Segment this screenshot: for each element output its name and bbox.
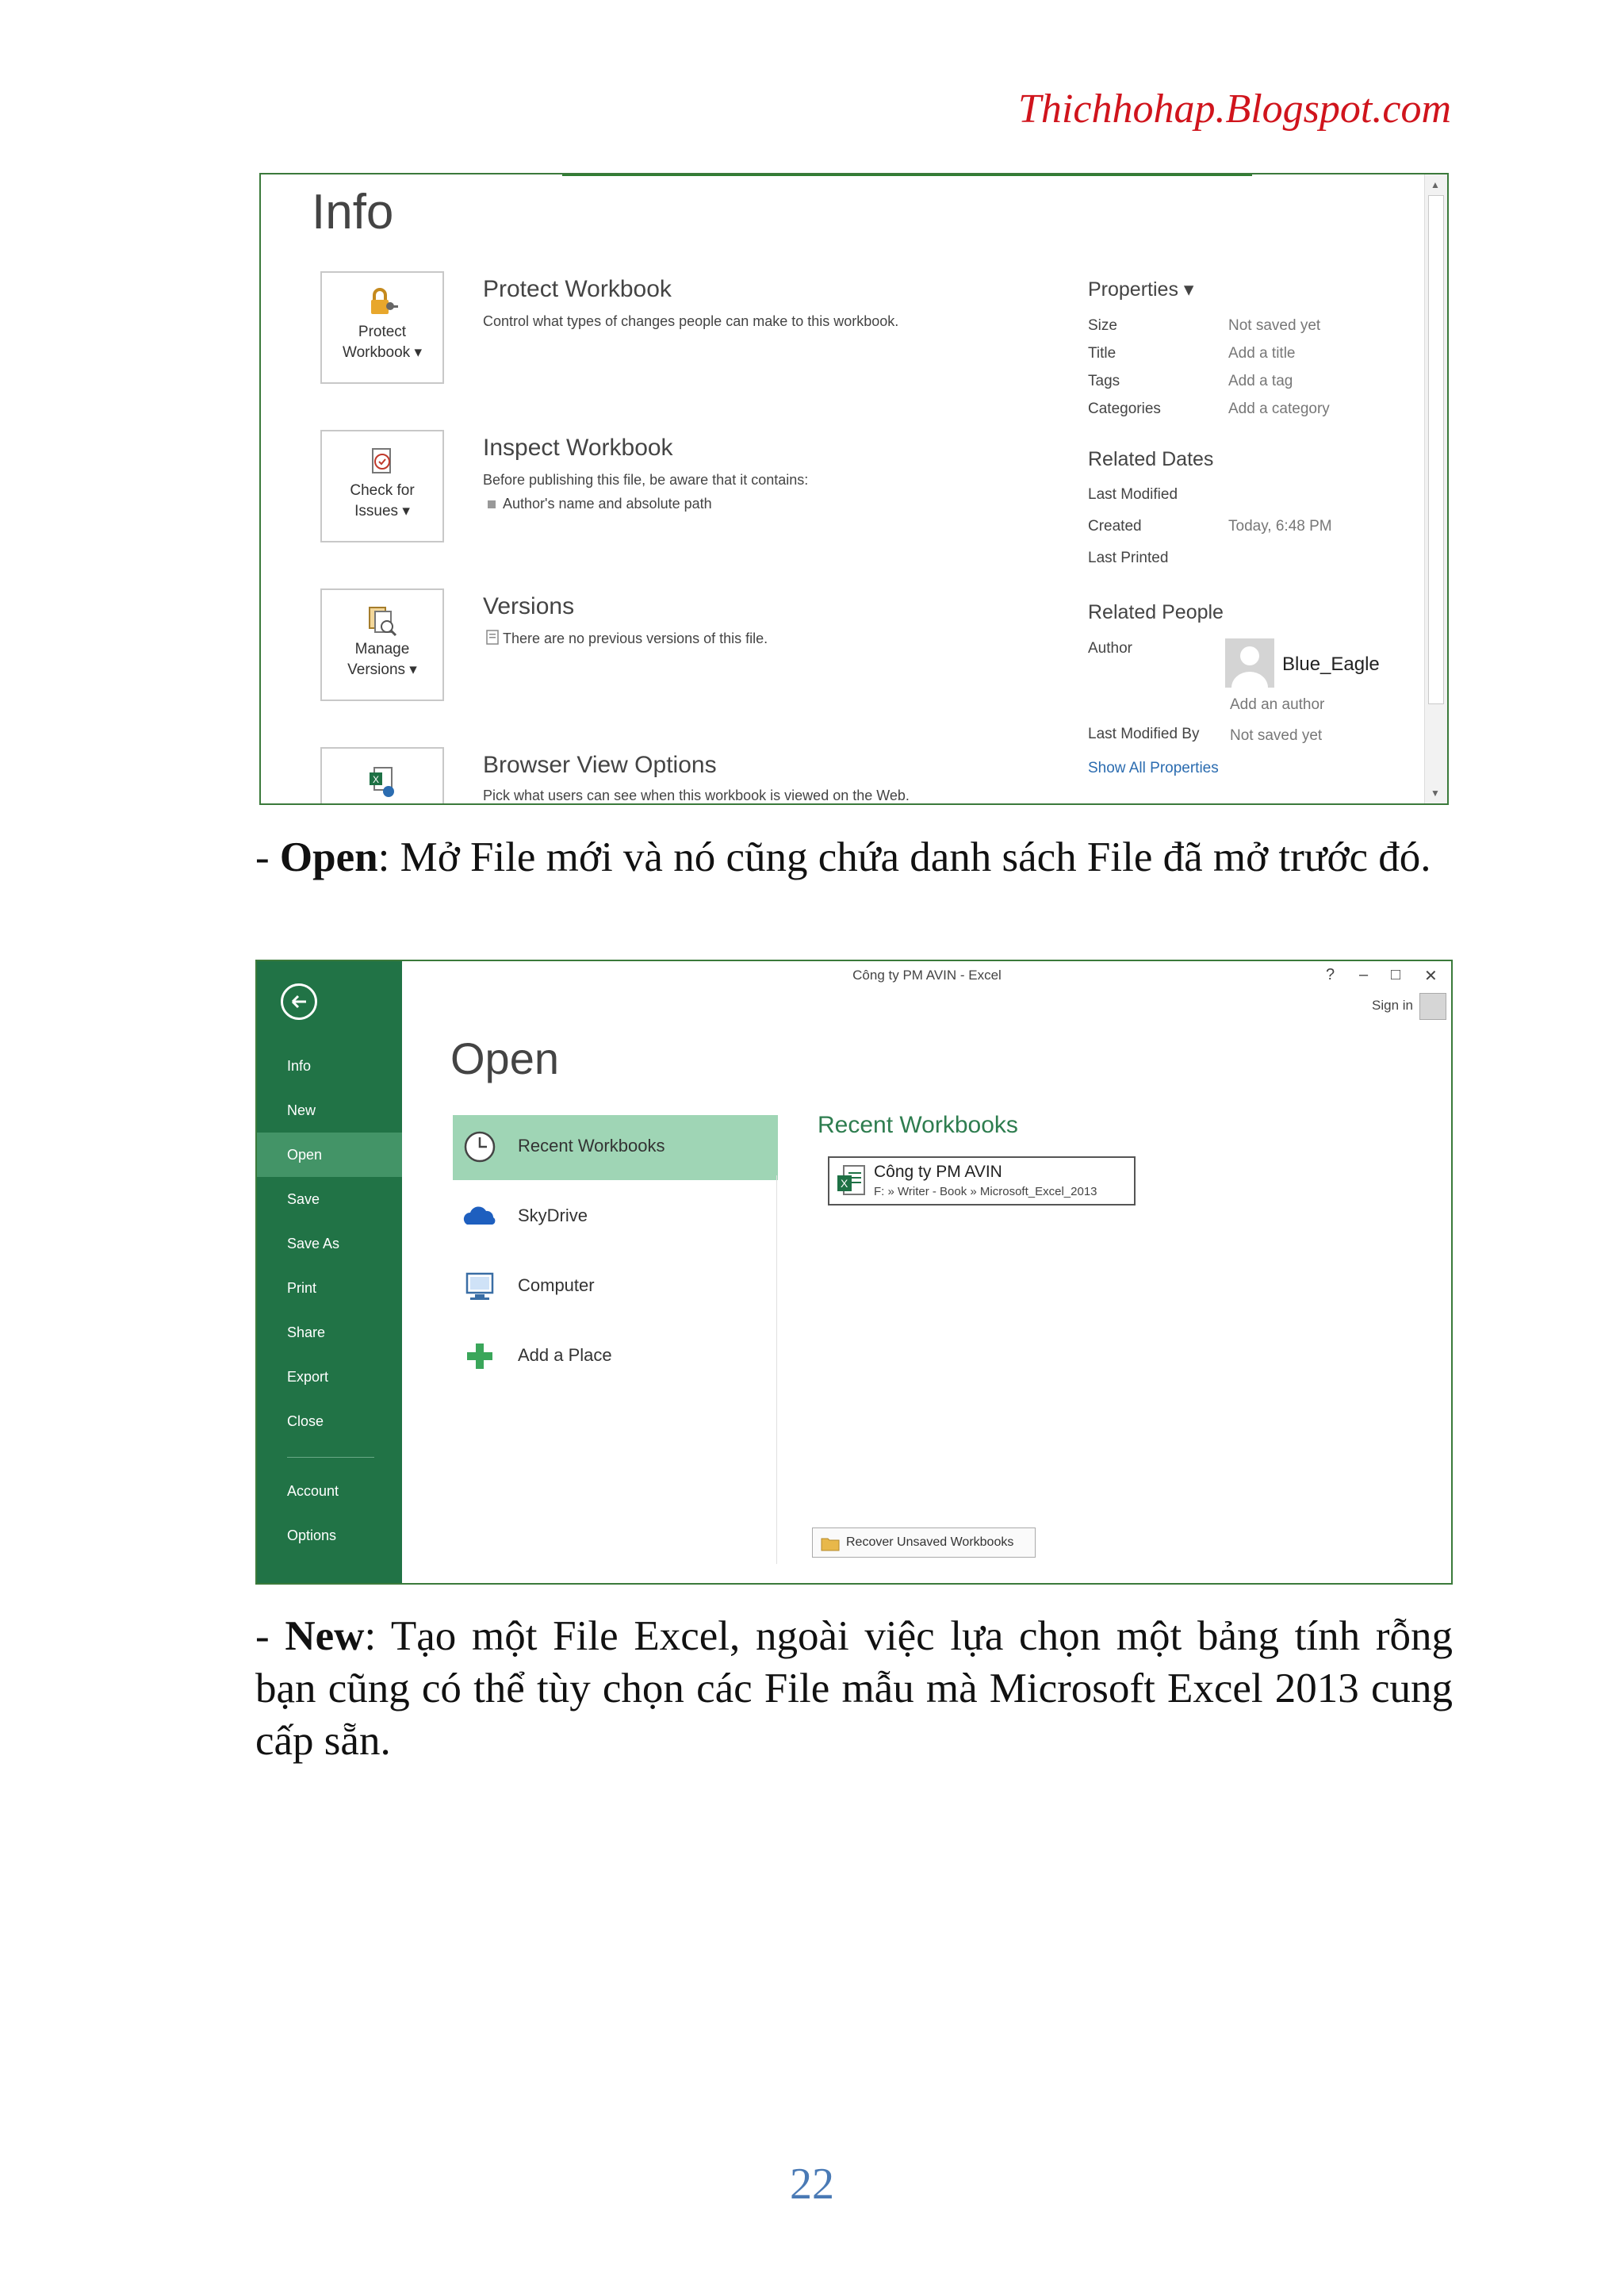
location-add-a-place[interactable] <box>453 1324 778 1389</box>
prop-label: Tags <box>1088 373 1120 389</box>
prop-label: Last Modified By <box>1088 726 1200 742</box>
term-open: Open <box>279 834 378 880</box>
recent-file-path: F: » Writer - Book » Microsoft_Excel_2013 <box>874 1185 1097 1198</box>
excel-file-icon <box>836 1164 868 1199</box>
maximize-button[interactable]: □ <box>1391 966 1401 983</box>
nav-export[interactable]: Export <box>287 1369 329 1385</box>
page-number: 22 <box>790 2160 834 2209</box>
paragraph-open: - Open: Mở File mới và nó cũng chứa danh sách File đã mở trước đó. <box>255 834 1431 880</box>
properties-dropdown[interactable]: Properties ▾ <box>1088 278 1194 301</box>
related-dates-heading: Related Dates <box>1088 448 1214 470</box>
location-computer[interactable] <box>453 1255 778 1320</box>
nav-open[interactable]: Open <box>257 1133 402 1177</box>
paragraph-new: - New: Tạo một File Excel, ngoài việc lựa chọn một bảng tính rỗng bạn cũng có thể tùy chọn các File mẫu mà Microsoft Excel 2013 cung cấp sẵn. <box>255 1613 1453 1764</box>
window-title: Công ty PM AVIN - Excel <box>852 968 1002 983</box>
avatar <box>1225 638 1274 688</box>
tile-label-line1: Protect <box>358 324 407 340</box>
show-all-properties-link[interactable]: Show All Properties <box>1088 760 1219 776</box>
inspect-bullet-text: Author's name and absolute path <box>503 496 712 512</box>
nav-divider <box>287 1457 374 1458</box>
versions-icon <box>365 603 400 638</box>
lock-icon <box>365 286 400 320</box>
recover-label: Recover Unsaved Workbooks <box>846 1535 1014 1549</box>
prop-value: Today, 6:48 PM <box>1228 518 1332 535</box>
nav-account[interactable]: Account <box>287 1483 339 1499</box>
accent-line <box>562 174 1252 176</box>
backstage-sidebar <box>257 961 402 1583</box>
add-author-field[interactable]: Add an author <box>1230 696 1325 713</box>
help-button[interactable]: ? <box>1326 966 1335 983</box>
prop-label: Created <box>1088 518 1142 535</box>
location-recent-workbooks[interactable] <box>453 1115 778 1180</box>
versions-desc: There are no previous versions of this file. <box>503 631 768 646</box>
scroll-up-icon[interactable]: ▲ <box>1431 179 1440 190</box>
tile-label-line1: Manage <box>354 641 410 657</box>
open-screenshot <box>255 960 1453 1585</box>
close-button[interactable]: ✕ <box>1424 968 1438 985</box>
info-title: Info <box>312 185 394 240</box>
protect-workbook-heading: Protect Workbook <box>483 276 672 302</box>
prop-label: Author <box>1088 640 1132 657</box>
prop-value: Not saved yet <box>1228 317 1321 334</box>
inspect-workbook-desc: Before publishing this file, be aware that it contains: <box>483 472 809 488</box>
paragraph-new-text: : Tạo một File Excel, ngoài việc lựa chọn một bảng tính rỗng bạn cũng có thể tùy chọn các File mẫu mà Microsoft Excel 2013 cung cấp sẵn. <box>255 1613 1453 1764</box>
manage-versions-button[interactable] <box>320 588 444 701</box>
inspect-document-icon <box>365 444 400 479</box>
tile-label-line2: Versions ▾ <box>347 661 417 678</box>
cloud-icon <box>461 1198 499 1236</box>
scroll-thumb[interactable] <box>1428 195 1444 704</box>
scroll-down-icon[interactable]: ▼ <box>1431 788 1440 799</box>
tile-label-line2: Workbook ▾ <box>342 344 422 361</box>
location-label: SkyDrive <box>518 1205 588 1225</box>
nav-save[interactable]: Save <box>287 1191 320 1207</box>
document-icon <box>485 629 502 646</box>
user-avatar-icon <box>1419 993 1446 1020</box>
recent-workbooks-heading: Recent Workbooks <box>818 1112 1018 1138</box>
paragraph-open-text: : Mở File mới và nó cũng chứa danh sách File đã mở trước đó. <box>377 834 1431 880</box>
pane-divider <box>776 1175 777 1564</box>
recover-unsaved-workbooks-button[interactable] <box>812 1527 1036 1558</box>
related-people-heading: Related People <box>1088 601 1224 623</box>
prop-value: Not saved yet <box>1230 727 1323 744</box>
location-skydrive[interactable] <box>453 1185 778 1250</box>
tile-label-line1: Check for <box>350 482 415 499</box>
protect-workbook-button[interactable] <box>320 271 444 384</box>
vertical-scrollbar[interactable] <box>1424 174 1447 803</box>
versions-heading: Versions <box>483 593 575 619</box>
tile-label-line2: Issues ▾ <box>354 503 410 519</box>
clock-icon <box>461 1128 499 1166</box>
minimize-button[interactable]: – <box>1359 966 1369 983</box>
check-for-issues-button[interactable] <box>320 430 444 542</box>
bullet-icon <box>488 500 496 508</box>
browser-view-heading: Browser View Options <box>483 752 717 778</box>
browser-view-desc: Pick what users can see when this workbook is viewed on the Web. <box>483 788 910 803</box>
nav-share[interactable]: Share <box>287 1324 326 1340</box>
sign-in-link[interactable]: Sign in <box>1372 998 1413 1013</box>
title-field[interactable]: Add a title <box>1228 345 1296 362</box>
nav-options[interactable]: Options <box>287 1527 337 1543</box>
plus-icon <box>461 1337 499 1375</box>
protect-workbook-desc: Control what types of changes people can make to this workbook. <box>483 313 899 329</box>
recent-file-name: Công ty PM AVIN <box>874 1163 1002 1181</box>
back-button[interactable] <box>281 983 317 1020</box>
prop-label: Last Printed <box>1088 550 1169 566</box>
term-new: New <box>285 1613 365 1659</box>
nav-save-as[interactable]: Save As <box>287 1236 340 1251</box>
info-screenshot <box>259 173 1449 805</box>
location-label: Recent Workbooks <box>518 1136 665 1156</box>
back-arrow-icon <box>283 986 315 1018</box>
recent-file-item[interactable] <box>828 1156 1136 1205</box>
nav-info[interactable]: Info <box>287 1058 312 1074</box>
excel-web-icon <box>365 765 400 799</box>
folder-icon <box>821 1535 840 1551</box>
computer-icon <box>461 1267 499 1305</box>
nav-new[interactable]: New <box>287 1102 316 1118</box>
open-title: Open <box>450 1033 559 1083</box>
author-name[interactable]: Blue_Eagle <box>1282 654 1380 675</box>
inspect-workbook-heading: Inspect Workbook <box>483 435 673 461</box>
prop-label: Last Modified <box>1088 486 1178 503</box>
nav-print[interactable]: Print <box>287 1280 317 1296</box>
tags-field[interactable]: Add a tag <box>1228 373 1293 389</box>
blog-watermark: Thichhohap.Blogspot.com <box>1018 86 1451 132</box>
browser-view-options-button[interactable] <box>320 747 444 805</box>
prop-label: Size <box>1088 317 1117 334</box>
nav-close[interactable]: Close <box>287 1413 324 1429</box>
prop-label: Title <box>1088 345 1116 362</box>
prop-label: Categories <box>1088 401 1161 417</box>
location-label: Computer <box>518 1275 595 1295</box>
svg-text:X: X <box>841 1177 848 1190</box>
location-label: Add a Place <box>518 1345 612 1365</box>
svg-text:X: X <box>373 774 380 785</box>
categories-field[interactable]: Add a category <box>1228 401 1330 417</box>
